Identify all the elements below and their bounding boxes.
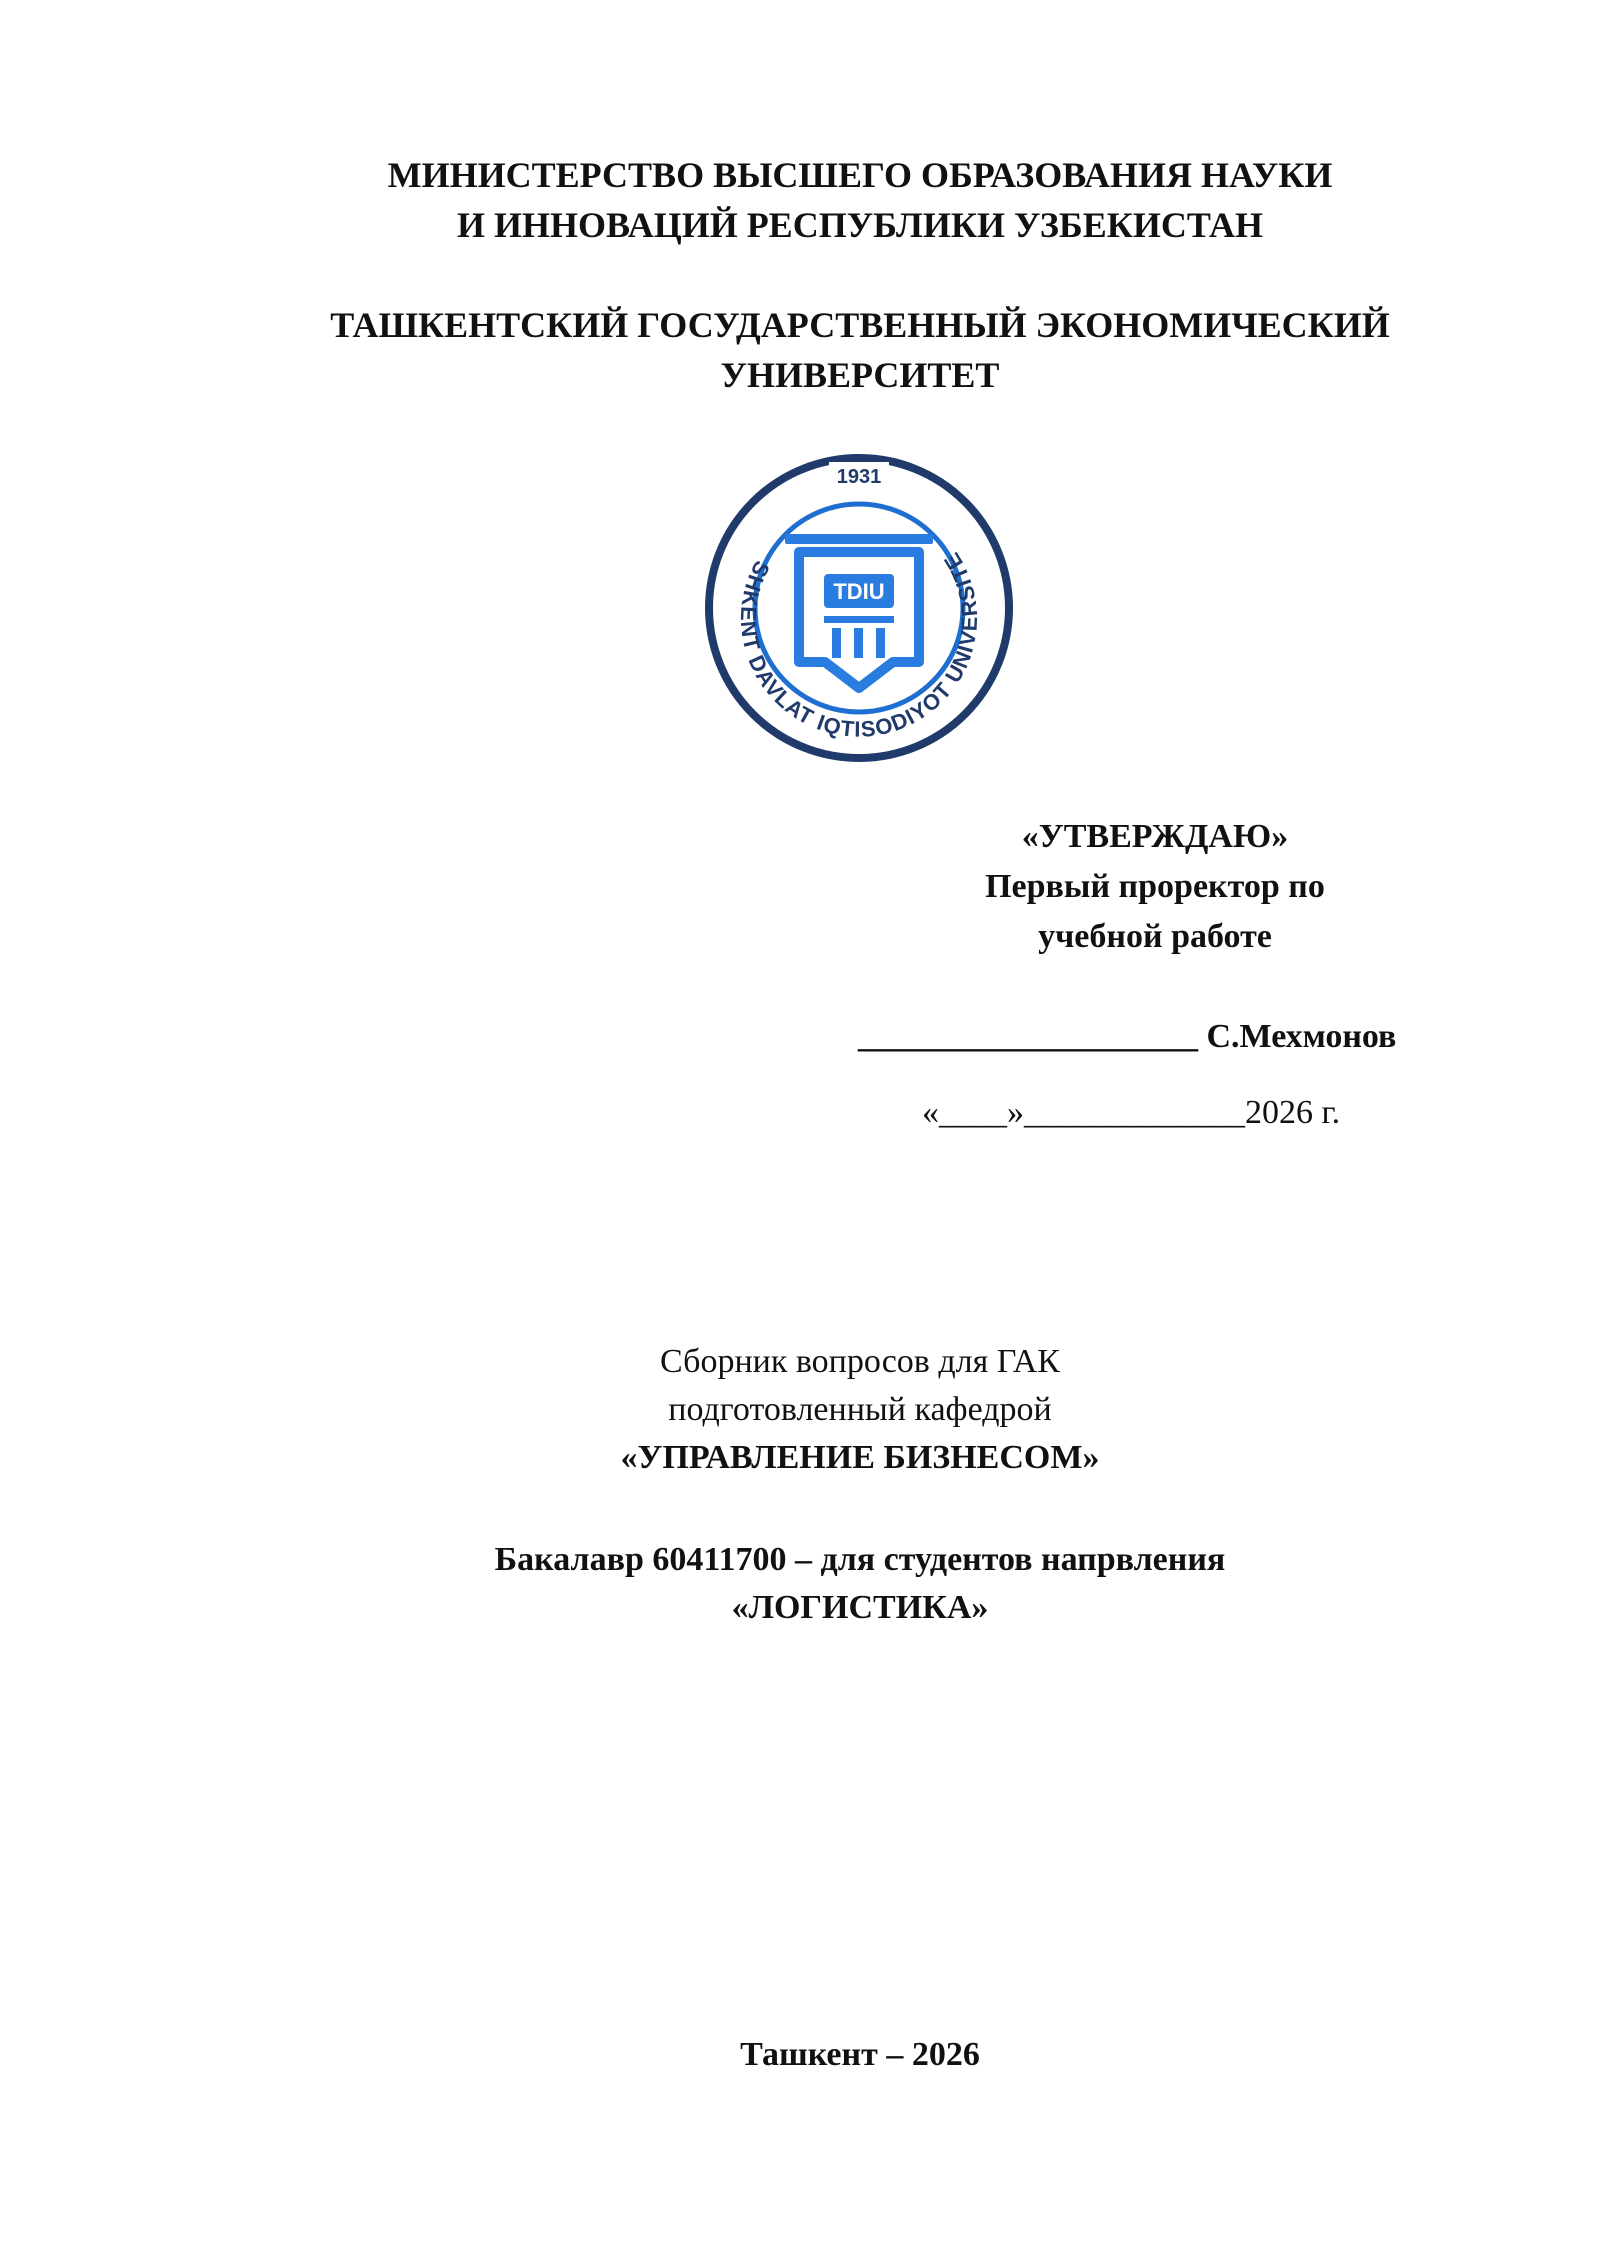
university-logo (703, 452, 1015, 764)
approval-block (905, 812, 1405, 962)
collection-description (0, 1338, 1600, 1482)
approval-position-line-1: Первый проректор по (985, 868, 1325, 905)
approval-title: «УТВЕРЖДАЮ» (1021, 818, 1289, 855)
ministry-heading (0, 150, 1600, 250)
university-heading (0, 300, 1600, 400)
ministry-line-1: МИНИСТЕРСТВО ВЫСШЕГО ОБРАЗОВАНИЯ НАУКИ (387, 155, 1333, 195)
logo-abbreviation: TDIU (833, 579, 885, 604)
collection-line-2: подготовленный кафедрой (668, 1391, 1052, 1428)
university-line-1: ТАШКЕНТСКИЙ ГОСУДАРСТВЕННЫЙ ЭКОНОМИЧЕСКИЙ (330, 305, 1390, 345)
logo-ring-text-path: SHKENT DAVLAT IQTISODIYOT UNIVERSITE (735, 547, 983, 742)
program-line-1: Бакалавр 60411700 – для студентов напрвления (494, 1541, 1226, 1578)
signature-line: ____________________ С.Мехмонов (858, 1018, 1397, 1055)
approval-position-line-2: учебной работе (1038, 918, 1272, 955)
department-name: «УПРАВЛЕНИЕ БИЗНЕСОМ» (620, 1439, 1100, 1476)
collection-line-1: Сборник вопросов для ГАК (660, 1343, 1060, 1380)
university-seal-icon (703, 452, 1015, 764)
university-line-2: УНИВЕРСИТЕТ (720, 355, 1000, 395)
footer-city-year: Ташкент – 2026 (740, 2036, 980, 2073)
logo-year: 1931 (836, 466, 882, 488)
program-line-2: «ЛОГИСТИКА» (731, 1589, 989, 1626)
program-description (0, 1536, 1600, 1632)
approval-date-line: «____»_____________2026 г. (922, 1094, 1341, 1131)
ministry-line-2: И ИННОВАЦИЙ РЕСПУБЛИКИ УЗБЕКИСТАН (456, 205, 1264, 245)
